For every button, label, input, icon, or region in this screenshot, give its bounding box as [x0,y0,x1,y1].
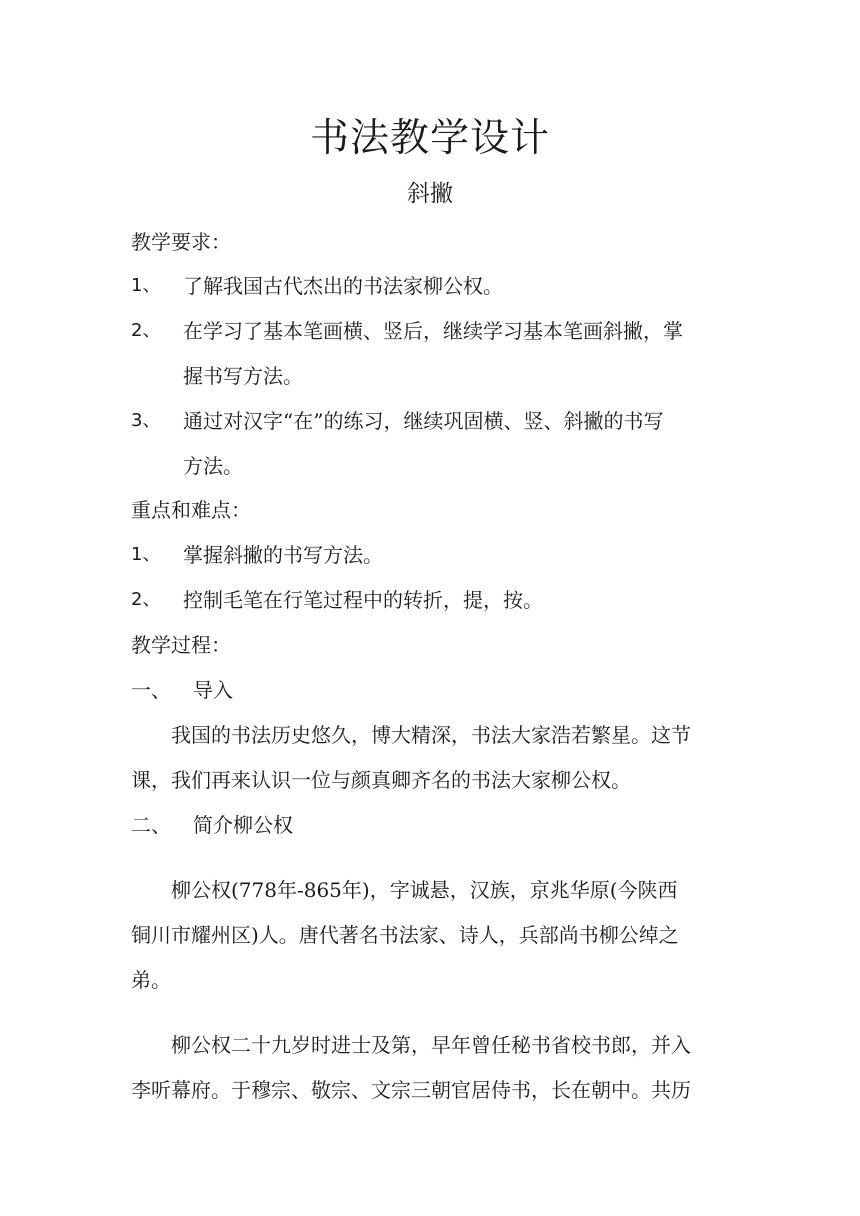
process-heading: 教学过程： [131,633,231,657]
paragraph-line: 弟。 [131,968,171,992]
requirements-heading: 教学要求： [131,230,231,254]
section-title: 简介柳公权 [193,813,293,837]
key-point-text: 控制毛笔在行笔过程中的转折，提，按。 [183,588,543,612]
requirement-text: 了解我国古代杰出的书法家柳公权。 [183,274,503,298]
requirement-text: 在学习了基本笔画横、竖后，继续学习基本笔画斜撇，掌 [183,319,683,343]
paragraph-line: 课，我们再来认识一位与颜真卿齐名的书法大家柳公权。 [131,768,631,792]
paragraph-line: 柳公权二十九岁时进士及第，早年曾任秘书省校书郎，并入 [131,1033,691,1057]
requirement-number: 2、 [131,320,161,341]
paragraph-line: 柳公权(778年-865年)，字诚悬，汉族，京兆华原(今陕西 [131,878,678,902]
paragraph-line: 我国的书法历史悠久，博大精深，书法大家浩若繁星。这节 [131,723,691,747]
key-points-heading: 重点和难点： [131,498,251,522]
document-title: 书法教学设计 [309,116,550,161]
key-point-number: 1、 [131,544,161,565]
section-number: 二、 [131,813,171,837]
requirement-text: 通过对汉字“在”的练习，继续巩固横、竖、斜撇的书写 [183,409,664,433]
paragraph-line: 李听幕府。于穆宗、敬宗、文宗三朝官居侍书，长在朝中。共历 [131,1078,691,1102]
document-subtitle: 斜撇 [407,181,453,207]
paragraph-line: 铜川市耀州区)人。唐代著名书法家、诗人，兵部尚书柳公绰之 [131,923,679,947]
requirement-number: 3、 [131,410,161,431]
key-point-number: 2、 [131,589,161,610]
requirement-text-continued: 握书写方法。 [183,364,303,388]
section-title: 导入 [193,678,233,702]
requirement-number: 1、 [131,275,161,296]
section-number: 一、 [131,678,171,702]
key-point-text: 掌握斜撇的书写方法。 [183,543,383,567]
requirement-text-continued: 方法。 [183,454,243,478]
